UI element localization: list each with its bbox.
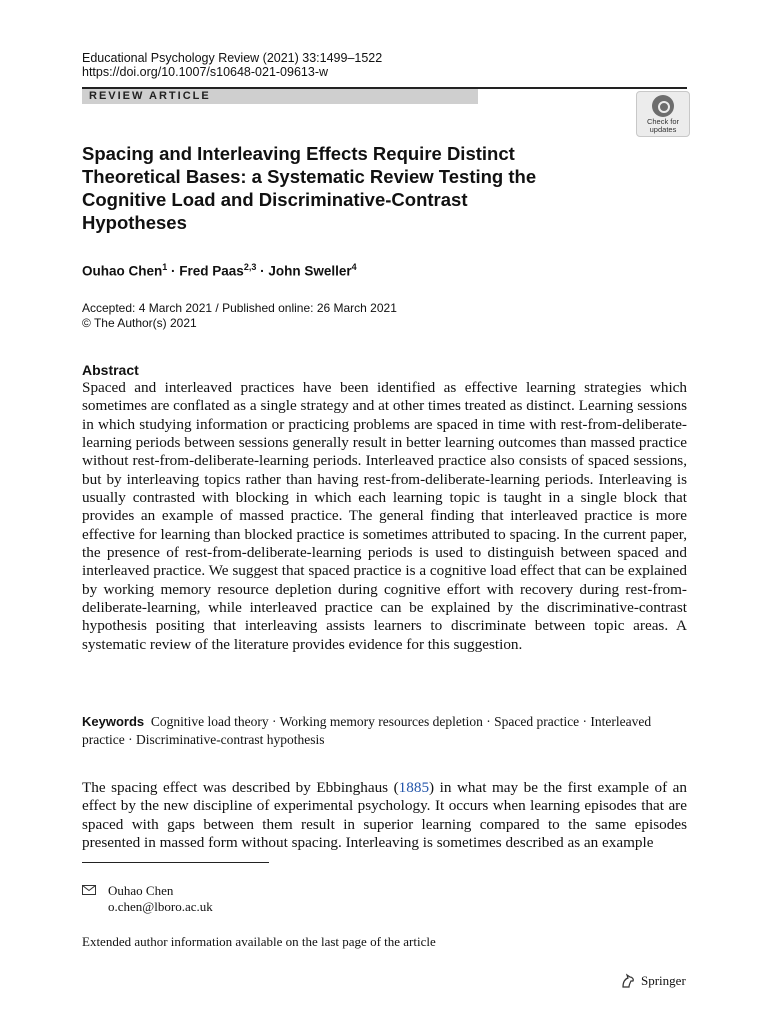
- journal-citation: Educational Psychology Review (2021) 33:1499–1522: [82, 51, 383, 65]
- crossmark-icon: [652, 95, 674, 117]
- article-title: Spacing and Interleaving Effects Require Distinct Theoretical Bases: a Systematic Review Testing the Cognitive Load and Discriminative-Contrast Hypotheses: [82, 143, 537, 233]
- abstract-text: Spaced and interleaved practices have been identified as effective learning strategies which sometimes are conflated as a single strategy and at other times treated as distinct. Learning sessions in which studying information or practicing problems are spaced in time with rest-from-deliberate-learning periods between sessions generally result in better learning outcomes than massed practice without rest-from-deliberate-learning periods. Interleaved practice also consists of spaced sessions, but by interleaving topics rather than having rest-from-deliberate-learning periods. Interleaving is usually contrasted with blocking in which each learning topic is taught in a single block that provides an example of massed practice. The general finding that interleaved practice is more effective for learning than blocked practice is sometimes attributed to spacing. In the current paper, the presence of rest-from-deliberate-learning periods is used to distinguish between spaced and interleaved practice. We suggest that spaced practice is a cognitive load effect that can be explained by working memory resource depletion during cognitive effort with recovery during rest-from-deliberate-learning, while interleaved practice can be explained by the discriminative-contrast hypothesis positing that interleaving assists learners to discriminate between topic areas. A systematic review of the literature provides evidence for this suggestion.: [82, 379, 687, 653]
- footnote-rule: [82, 862, 269, 863]
- corresponding-author-email[interactable]: o.chen@lboro.ac.uk: [108, 899, 213, 914]
- reference-link[interactable]: 1885: [398, 779, 430, 796]
- author-name[interactable]: Fred Paas: [179, 263, 244, 279]
- publisher-logo: [620, 972, 686, 990]
- intro-text-start: The spacing effect was described by Ebbinghaus (: [82, 779, 399, 796]
- keywords-section: [82, 713, 687, 749]
- abstract-heading: Abstract: [82, 362, 139, 378]
- check-for-updates-badge[interactable]: [636, 91, 690, 137]
- check-for-updates-label: Check for updates: [646, 117, 680, 134]
- intro-text-rest: ) in what may be the first example of an effect by the new discipline of experimental psychology. It occurs when learning episodes that are spaced with gaps between them result in superior learning compared to the same episodes presented in massed form without spacing. Interleaving is sometimes described as an example: [82, 779, 688, 852]
- envelope-icon: [82, 885, 96, 895]
- author-affiliation: 4: [351, 262, 357, 272]
- copyright-notice: © The Author(s) 2021: [82, 316, 197, 330]
- extended-author-info: Extended author information available on the last page of the article: [82, 934, 436, 949]
- author-name[interactable]: Ouhao Chen: [82, 263, 163, 279]
- intro-paragraph: [82, 779, 687, 852]
- keywords-label: Keywords: [82, 714, 145, 729]
- springer-horse-icon: [620, 973, 636, 989]
- publication-dates: Accepted: 4 March 2021 / Published online: 26 March 2021: [82, 301, 397, 315]
- publisher-name: Springer: [641, 973, 686, 988]
- corresponding-author-name: Ouhao Chen: [108, 883, 174, 898]
- article-type-label: REVIEW ARTICLE: [89, 90, 211, 102]
- author-name[interactable]: John Sweller: [268, 263, 352, 279]
- author-separator: ·: [167, 263, 180, 279]
- doi-link[interactable]: https://doi.org/10.1007/s10648-021-09613-w: [82, 65, 329, 79]
- author-affiliation: 2,3: [243, 262, 257, 272]
- author-separator: ·: [256, 263, 269, 279]
- author-list: [82, 259, 357, 280]
- keywords-list: Cognitive load theory · Working memory resources depletion · Spaced practice · Interleaved practice · Discriminative-contrast hypothesis: [82, 714, 652, 747]
- author-affiliation: 1: [162, 262, 168, 272]
